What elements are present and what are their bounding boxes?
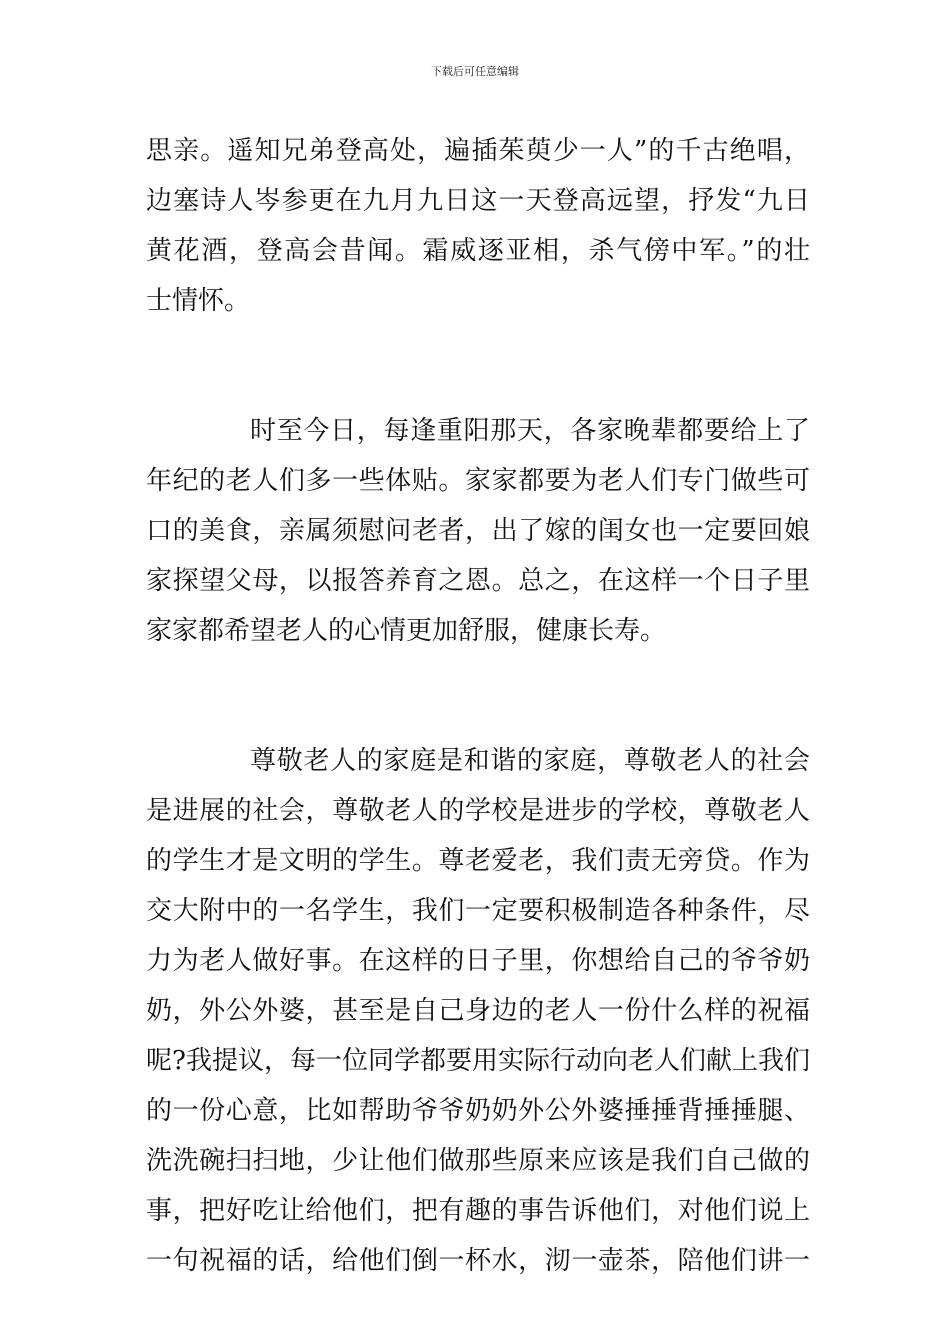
paragraph-line: 家探望父母，以报答养育之恩。总之，在这样一个日子里 — [146, 566, 810, 596]
paragraph-line: 年纪的老人们多一些体贴。家家都要为老人们专门做些可 — [146, 466, 810, 496]
paragraph-gap — [146, 326, 810, 406]
paragraph-line: 是进展的社会，尊敬老人的学校是进步的学校，尊敬老人 — [146, 796, 810, 826]
paragraph-line: 洗洗碗扫扫地，少让他们做那些原来应该是我们自己做的 — [146, 1146, 810, 1176]
paragraph-line: 一句祝福的话，给他们倒一杯水，沏一壶茶，陪他们讲一 — [146, 1246, 810, 1276]
paragraph-line: 交大附中的一名学生，我们一定要积极制造各种条件，尽 — [146, 896, 810, 926]
page-header: 下载后可任意编辑 — [431, 65, 519, 78]
paragraph-line: 家家都希望老人的心情更加舒服，健康长寿。 — [146, 616, 667, 646]
paragraph-line: 力为老人做好事。在这样的日子里，你想给自己的爷爷奶 — [146, 946, 810, 976]
paragraph-line: 的学生才是文明的学生。尊老爱老，我们责无旁贷。作为 — [146, 846, 810, 876]
paragraph-line: 口的美食，亲属须慰问老者，出了嫁的闺女也一定要回娘 — [146, 516, 810, 546]
paragraph-3 — [146, 736, 810, 1286]
paragraph-line: 的一份心意，比如帮助爷爷奶奶外公外婆捶捶背捶捶腿、 — [146, 1096, 810, 1126]
paragraph-gap — [146, 656, 810, 736]
paragraph-line: 尊敬老人的家庭是和谐的家庭，尊敬老人的社会 — [250, 746, 810, 776]
paragraph-line: 士情怀。 — [146, 286, 251, 316]
paragraph-line: 奶，外公外婆，甚至是自己身边的老人一份什么样的祝福 — [146, 996, 810, 1026]
paragraph-line: 边塞诗人岑参更在九月九日这一天登高远望，抒发“九日 — [146, 186, 810, 216]
paragraph-1 — [146, 126, 810, 326]
paragraph-line: 黄花酒，登高会昔闻。霜威逐亚相，杀气傍中军。”的壮 — [146, 236, 810, 266]
paragraph-line: 思亲。遥知兄弟登高处，遍插茱萸少一人”的千古绝唱， — [146, 136, 810, 166]
paragraph-line: 时至今日，每逢重阳那天，各家晚辈都要给上了 — [250, 416, 810, 446]
paragraph-line: 事，把好吃让给他们，把有趣的事告诉他们，对他们说上 — [146, 1196, 810, 1226]
paragraph-2 — [146, 406, 810, 656]
document-body — [146, 126, 810, 1286]
paragraph-line: 呢?我提议，每一位同学都要用实际行动向老人们献上我们 — [146, 1046, 810, 1076]
